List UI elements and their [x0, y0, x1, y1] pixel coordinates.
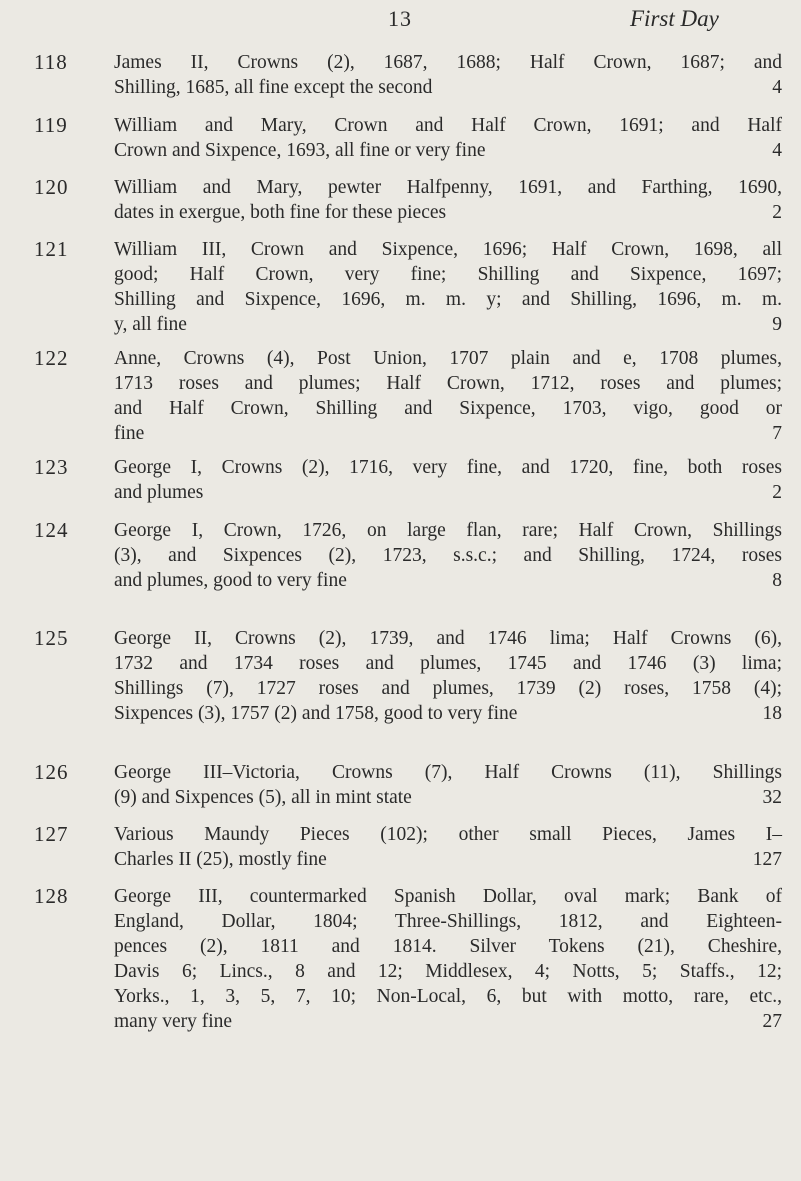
lot-line-text: fine	[114, 423, 145, 444]
lot-line	[114, 959, 782, 984]
lot-description	[114, 237, 782, 337]
lot-line	[114, 822, 782, 847]
lot-line-text: (9) and Sixpences (5), all in mint state	[114, 787, 412, 808]
lot-price: 7	[772, 423, 782, 444]
lot-line-text: William III, Crown and Sixpence, 1696; Half Crown, 1698, all	[114, 239, 782, 260]
lot-line-text: Anne, Crowns (4), Post Union, 1707 plain and e, 1708 plumes,	[114, 348, 782, 369]
lot-line	[114, 237, 782, 262]
lot-line-text: dates in exergue, both fine for these pieces	[114, 202, 447, 223]
lot-description	[114, 455, 782, 505]
lot-line-text: Crown and Sixpence, 1693, all fine or very fine	[114, 140, 486, 161]
lot-number: 125	[34, 626, 69, 650]
lot-number: 126	[34, 760, 69, 784]
lot-line-text: James II, Crowns (2), 1687, 1688; Half Crown, 1687; and	[114, 52, 782, 73]
lot-line-text: and plumes	[114, 482, 204, 503]
lot-line-text: 1732 and 1734 roses and plumes, 1745 and 1746 (3) lima;	[114, 653, 782, 674]
lot-line	[114, 200, 782, 225]
lot-line	[114, 934, 782, 959]
lot-line-text: Charles II (25), mostly fine	[114, 849, 327, 870]
section-title: First Day	[630, 6, 719, 31]
lot-line-text: George I, Crowns (2), 1716, very fine, and 1720, fine, both roses	[114, 457, 782, 478]
lot-line	[114, 651, 782, 676]
page-header	[0, 6, 801, 46]
lot-line	[114, 138, 782, 163]
lot-line-text: y, all fine	[114, 314, 187, 335]
lot-number: 120	[34, 175, 69, 199]
lot-line-text: William and Mary, pewter Halfpenny, 1691, and Farthing, 1690,	[114, 177, 782, 198]
lot-line	[114, 175, 782, 200]
lot-price: 4	[772, 140, 782, 161]
lot-line	[114, 701, 782, 726]
lot-line	[114, 480, 782, 505]
lot-line-text: Davis 6; Lincs., 8 and 12; Middlesex, 4; Notts, 5; Staffs., 12;	[114, 961, 782, 982]
lot-line-text: many very fine	[114, 1011, 233, 1032]
lot-price: 2	[772, 482, 782, 503]
lot-line	[114, 518, 782, 543]
lot-line-text: Shillings (7), 1727 roses and plumes, 1739 (2) roses, 1758 (4);	[114, 678, 782, 699]
lot-line-text: Yorks., 1, 3, 5, 7, 10; Non-Local, 6, but with motto, rare, etc.,	[114, 986, 782, 1007]
lot-description	[114, 822, 782, 872]
lot-number: 127	[34, 822, 69, 846]
lot-line-text: 1713 roses and plumes; Half Crown, 1712, roses and plumes;	[114, 373, 782, 394]
lot-line-text: pences (2), 1811 and 1814. Silver Tokens (21), Cheshire,	[114, 936, 782, 957]
lot-description	[114, 346, 782, 446]
lot-line-text: George III–Victoria, Crowns (7), Half Crowns (11), Shillings	[114, 762, 782, 783]
lot-description	[114, 518, 782, 593]
lot-line-text: Shilling and Sixpence, 1696, m. m. y; and Shilling, 1696, m. m.	[114, 289, 782, 310]
lot-line	[114, 262, 782, 287]
lot-line	[114, 676, 782, 701]
lot-line	[114, 884, 782, 909]
lot-line	[114, 543, 782, 568]
lot-price: 2	[772, 202, 782, 223]
lot-price: 32	[762, 787, 782, 808]
lot-number: 128	[34, 884, 69, 908]
lot-line	[114, 847, 782, 872]
lot-line-text: George I, Crown, 1726, on large flan, rare; Half Crown, Shillings	[114, 520, 782, 541]
lot-line	[114, 568, 782, 593]
lot-number: 124	[34, 518, 69, 542]
lot-line	[114, 626, 782, 651]
lot-price: 127	[752, 849, 782, 870]
lot-line	[114, 113, 782, 138]
lot-line	[114, 75, 782, 100]
lot-number: 118	[34, 50, 68, 74]
lot-number: 122	[34, 346, 69, 370]
lot-description	[114, 884, 782, 1034]
lot-line-text: Various Maundy Pieces (102); other small Pieces, James I–	[114, 824, 782, 845]
lot-line-text: good; Half Crown, very fine; Shilling and Sixpence, 1697;	[114, 264, 782, 285]
lot-number: 123	[34, 455, 69, 479]
lot-description	[114, 626, 782, 726]
lot-price: 8	[772, 570, 782, 591]
lot-line	[114, 421, 782, 446]
lot-line	[114, 396, 782, 421]
lot-line	[114, 909, 782, 934]
lot-description	[114, 50, 782, 100]
lot-line	[114, 760, 782, 785]
lot-line-text: England, Dollar, 1804; Three-Shillings, 1812, and Eighteen-	[114, 911, 782, 932]
lot-line-text: (3), and Sixpences (2), 1723, s.s.c.; and Shilling, 1724, roses	[114, 545, 782, 566]
lot-line	[114, 287, 782, 312]
lot-number: 121	[34, 237, 69, 261]
lot-line-text: William and Mary, Crown and Half Crown, 1691; and Half	[114, 115, 782, 136]
lot-line	[114, 785, 782, 810]
lot-line	[114, 50, 782, 75]
lot-line	[114, 371, 782, 396]
lot-price: 18	[762, 703, 782, 724]
lot-description	[114, 113, 782, 163]
lot-description	[114, 760, 782, 810]
lot-line	[114, 1009, 782, 1034]
lot-line-text: and plumes, good to very fine	[114, 570, 347, 591]
lot-line-text: and Half Crown, Shilling and Sixpence, 1703, vigo, good or	[114, 398, 782, 419]
lot-line	[114, 346, 782, 371]
lot-line-text: Shilling, 1685, all fine except the second	[114, 77, 433, 98]
lot-line	[114, 455, 782, 480]
lot-number: 119	[34, 113, 68, 137]
lot-line	[114, 984, 782, 1009]
lot-description	[114, 175, 782, 225]
lot-line-text: George III, countermarked Spanish Dollar, oval mark; Bank of	[114, 886, 782, 907]
lot-price: 4	[772, 77, 782, 98]
lot-line-text: George II, Crowns (2), 1739, and 1746 lima; Half Crowns (6),	[114, 628, 782, 649]
lot-price: 9	[772, 314, 782, 335]
page-number: 13	[388, 6, 412, 31]
lot-line-text: Sixpences (3), 1757 (2) and 1758, good to very fine	[114, 703, 518, 724]
lot-price: 27	[762, 1011, 782, 1032]
lot-line	[114, 312, 782, 337]
